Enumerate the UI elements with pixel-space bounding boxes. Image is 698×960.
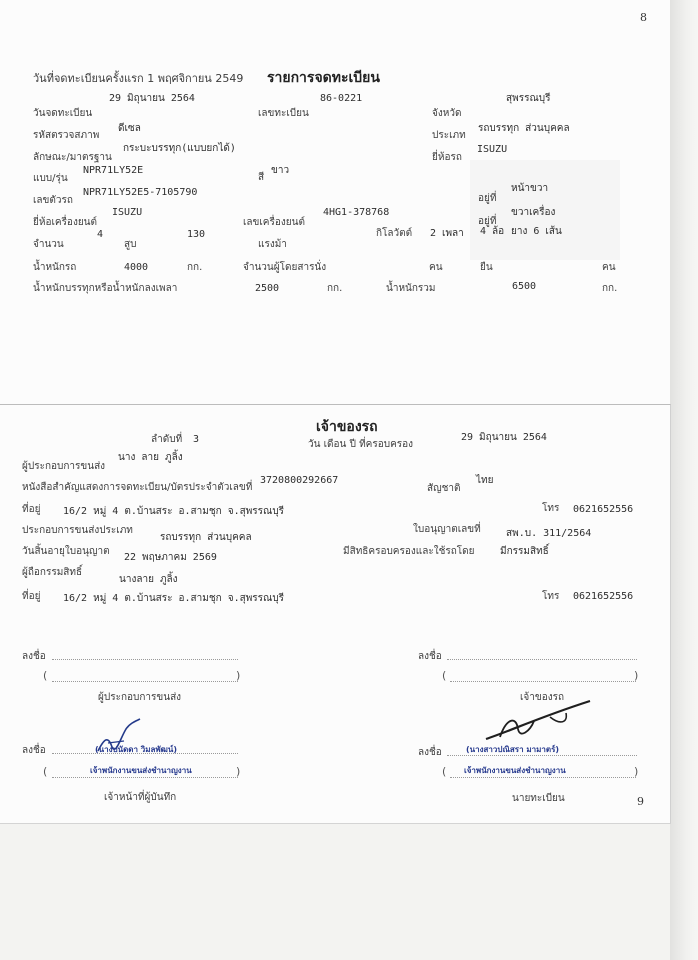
wheels: 4 ล้อ bbox=[480, 226, 505, 237]
license-no: สพ.บ. 311/2564 bbox=[506, 528, 592, 539]
located1-label: อยู่ที่ bbox=[478, 193, 497, 204]
paren-open-4: ( bbox=[442, 765, 447, 778]
stand-label: ยืน bbox=[480, 262, 493, 273]
axles: 2 เพลา bbox=[430, 228, 464, 239]
paren-open-3: ( bbox=[43, 765, 48, 778]
weight-label: น้ำหนักรถ bbox=[33, 262, 77, 273]
ownership-right: มีกรรมสิทธิ์ bbox=[500, 546, 549, 557]
stamp-left-position: เจ้าพนักงานขนส่งชำนาญงาน bbox=[90, 766, 192, 775]
count-label: จำนวน bbox=[33, 239, 64, 250]
sign-label-operator: ลงชื่อ bbox=[22, 651, 46, 662]
phone: 0621652556 bbox=[573, 504, 634, 515]
cylinders: 4 bbox=[97, 229, 104, 240]
horsepower: 130 bbox=[187, 229, 206, 240]
order-label: ลำดับที่ bbox=[151, 434, 183, 445]
located1: หน้าขวา bbox=[511, 183, 549, 194]
expiry-label: วันสิ้นอายุใบอนุญาต bbox=[22, 546, 110, 557]
reg-no-label: เลขทะเบียน bbox=[258, 108, 309, 119]
name-line-owner bbox=[450, 681, 636, 682]
reg-no: 86-0221 bbox=[320, 93, 363, 104]
registrar-caption: นายทะเบียน bbox=[512, 793, 565, 804]
color: ขาว bbox=[271, 165, 290, 176]
address2: 16/2 หมู่ 4 ต.บ้านสระ อ.สามชุก จ.สุพรรณบุรี bbox=[63, 593, 285, 604]
business-type: รถบรรทุก ส่วนบุคคล bbox=[160, 532, 252, 543]
load: 2500 bbox=[255, 283, 280, 294]
page-number-top: 8 bbox=[640, 11, 647, 24]
owner-page bbox=[0, 404, 671, 824]
sign-label-owner: ลงชื่อ bbox=[418, 651, 442, 662]
person-label-1: คน bbox=[429, 262, 443, 273]
weight: 4000 bbox=[124, 262, 149, 273]
holder-name: นางลาย ภูลิ้ง bbox=[119, 574, 178, 585]
tires: ยาง 6 เส้น bbox=[511, 226, 562, 237]
kg-label-3: กก. bbox=[602, 283, 618, 294]
engine-no: 4HG1-378768 bbox=[323, 207, 390, 218]
engine-brand-label: ยี่ห้อเครื่องยนต์ bbox=[33, 217, 98, 228]
possession-label: วัน เดือน ปี ที่ครอบครอง bbox=[308, 439, 414, 450]
stamp-left-name: (นางปนัดดา วิมลพัฒน์) bbox=[95, 745, 178, 754]
inspection-label: รหัสตรวจสภาพ bbox=[33, 130, 100, 141]
total-weight: 6500 bbox=[512, 281, 537, 292]
name-line-registrar bbox=[450, 777, 636, 778]
cylinder-label: สูบ bbox=[124, 239, 137, 250]
paren-close-1: ) bbox=[236, 669, 241, 682]
business-type-label: ประกอบการขนส่งประเภท bbox=[22, 525, 133, 536]
chassis-label: เลขตัวรถ bbox=[33, 195, 73, 206]
brand: ISUZU bbox=[477, 144, 508, 155]
page-number-bottom: 9 bbox=[637, 795, 644, 808]
sign-line-owner bbox=[447, 659, 637, 660]
signature-registrar bbox=[480, 695, 595, 745]
kw-label: กิโลวัตต์ bbox=[376, 228, 413, 239]
first-registration-text: วันที่จดทะเบียนครั้งแรก 1 พฤศจิกายน 2549 bbox=[33, 72, 244, 85]
phone-label: โทร bbox=[542, 503, 560, 514]
phone2: 0621652556 bbox=[573, 591, 634, 602]
sign-label-recorder: ลงชื่อ bbox=[22, 745, 46, 756]
license-label: ใบอนุญาตเลขที่ bbox=[413, 524, 481, 535]
sign-line-registrar bbox=[447, 755, 637, 756]
engine-no-label: เลขเครื่องยนต์ bbox=[243, 217, 305, 228]
vehicle-type: รถบรรทุก ส่วนบุคคล bbox=[478, 123, 570, 134]
order-no: 3 bbox=[193, 434, 200, 445]
paren-close-3: ) bbox=[236, 765, 241, 778]
owner-caption: เจ้าของรถ bbox=[520, 692, 565, 703]
operator-caption: ผู้ประกอบการขนส่ง bbox=[98, 692, 182, 703]
kg-label-1: กก. bbox=[187, 262, 203, 273]
paren-open-1: ( bbox=[43, 669, 48, 682]
paren-open-2: ( bbox=[442, 669, 447, 682]
name-line-recorder bbox=[52, 777, 238, 778]
hp-label: แรงม้า bbox=[258, 239, 287, 250]
recorder-caption: เจ้าหน้าที่ผู้บันทึก bbox=[104, 792, 177, 803]
id-number: 3720800292667 bbox=[260, 475, 339, 486]
name-line-operator bbox=[52, 681, 238, 682]
sign-label-registrar: ลงชื่อ bbox=[418, 747, 442, 758]
operator-label: ผู้ประกอบการขนส่ง bbox=[22, 461, 106, 472]
model-label: แบบ/รุ่น bbox=[33, 173, 68, 184]
expiry-date: 22 พฤษภาคม 2569 bbox=[124, 552, 217, 563]
nationality-label: สัญชาติ bbox=[427, 483, 461, 494]
page-edge bbox=[670, 0, 698, 960]
stamp-right-name: (นางสาวปณิสรา มามาตร์) bbox=[466, 745, 560, 754]
model: NPR71LY52E bbox=[83, 165, 144, 176]
brand-label: ยี่ห้อรถ bbox=[432, 152, 462, 163]
type-label: ประเภท bbox=[432, 130, 466, 141]
address-label: ที่อยู่ bbox=[22, 504, 41, 515]
fuel: ดีเซล bbox=[118, 123, 141, 134]
paren-close-4: ) bbox=[634, 765, 639, 778]
owner-title: เจ้าของรถ bbox=[316, 419, 378, 435]
province: สุพรรณบุรี bbox=[506, 93, 551, 104]
possession-date: 29 มิถุนายน 2564 bbox=[461, 432, 547, 443]
address: 16/2 หมู่ 4 ต.บ้านสระ อ.สามชุก จ.สุพรรณบุรี bbox=[63, 506, 285, 517]
paren-close-2: ) bbox=[634, 669, 639, 682]
address2-label: ที่อยู่ bbox=[22, 591, 41, 602]
reg-date: 29 มิถุนายน 2564 bbox=[109, 93, 195, 104]
phone2-label: โทร bbox=[542, 591, 560, 602]
total-weight-label: น้ำหนักรวม bbox=[386, 283, 436, 294]
operator-name: นาง ลาย ภูลิ้ง bbox=[118, 452, 183, 463]
reg-date-label: วันจดทะเบียน bbox=[33, 108, 93, 119]
sign-line-operator bbox=[52, 659, 238, 660]
located2-label: อยู่ที่ bbox=[478, 216, 497, 227]
kg-label-2: กก. bbox=[327, 283, 343, 294]
color-label: สี bbox=[258, 172, 265, 183]
person-label-2: คน bbox=[602, 262, 616, 273]
vehicle-style: กระบะบรรทุก(แบบยกได้) bbox=[123, 143, 236, 154]
nationality: ไทย bbox=[476, 475, 494, 486]
province-label: จังหวัด bbox=[432, 108, 462, 119]
registration-title: รายการจดทะเบียน bbox=[267, 70, 380, 86]
chassis-no: NPR71LY52E5-7105790 bbox=[83, 187, 198, 198]
engine-brand: ISUZU bbox=[112, 207, 143, 218]
located2: ขวาเครื่อง bbox=[511, 207, 556, 218]
seats-label: จำนวนผู้โดยสารนั่ง bbox=[243, 262, 327, 273]
load-label: น้ำหนักบรรทุกหรือน้ำหนักลงเพลา bbox=[33, 283, 178, 294]
style-label: ลักษณะ/มาตรฐาน bbox=[33, 152, 112, 163]
id-label: หนังสือสำคัญแสดงการจดทะเบียน/บัตรประจำตัวเลขที่ bbox=[22, 482, 253, 493]
right-label: มีสิทธิครอบครองและใช้รถโดย bbox=[343, 546, 475, 557]
registration-page bbox=[0, 0, 670, 408]
stamp-right-position: เจ้าพนักงานขนส่งชำนาญงาน bbox=[464, 766, 566, 775]
holder-label: ผู้ถือกรรมสิทธิ์ bbox=[22, 567, 83, 578]
